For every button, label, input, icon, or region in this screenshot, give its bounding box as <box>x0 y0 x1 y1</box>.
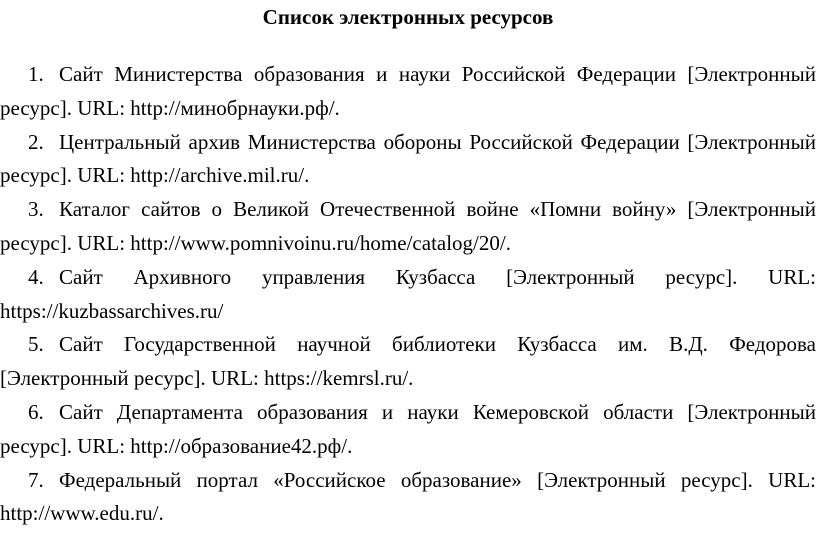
item-number: 2. <box>28 129 44 154</box>
item-url: https://kemrsl.ru/. <box>264 366 414 391</box>
item-text: Каталог сайтов о Великой Отечественной войне «Помни войну» [Электронный ресурс]. URL: <box>0 197 816 255</box>
item-number: 3. <box>28 197 44 222</box>
item-text: Сайт Архивного управления Кузбасса [Электронный ресурс]. URL: <box>59 264 816 289</box>
item-text: Центральный архив Министерства обороны Российской Федерации [Электронный ресурс]. URL: <box>0 129 816 188</box>
list-item <box>0 58 816 126</box>
list-item <box>0 328 816 396</box>
document-title: Список электронных ресурсов <box>262 5 554 29</box>
list-item <box>0 126 816 194</box>
item-number: 5. <box>28 332 44 357</box>
item-number: 6. <box>28 399 44 424</box>
list-item <box>0 396 816 464</box>
item-text: Сайт Министерства образования и науки Российской Федерации [Электронный ресурс]. URL: <box>0 62 816 120</box>
item-url: http://минобрнауки.рф/. <box>130 95 340 120</box>
item-url: http://www.pomnivoinu.ru/home/catalog/20/. <box>130 230 511 255</box>
list-item <box>0 193 816 261</box>
item-url: http://archive.mil.ru/. <box>130 163 310 188</box>
item-number: 4. <box>28 264 44 289</box>
item-text: Сайт Государственной научной библиотеки Кузбасса им. В.Д. Федорова [Электронный ресурс]. URL: <box>0 332 816 391</box>
item-text: Сайт Департамента образования и науки Кемеровской области [Электронный ресурс]. URL: <box>0 399 816 458</box>
item-text: Федеральный портал «Российское образование» [Электронный ресурс]. URL: <box>59 467 816 492</box>
item-url: http://www.edu.ru/. <box>0 501 164 526</box>
item-number: 7. <box>28 467 44 492</box>
item-number: 1. <box>28 62 44 86</box>
item-url: http://образование42.рф/. <box>130 433 353 458</box>
list-item <box>0 464 816 532</box>
item-url: https://kuzbassarchives.ru/ <box>0 298 224 323</box>
list-item <box>0 261 816 329</box>
resource-list <box>0 58 816 531</box>
